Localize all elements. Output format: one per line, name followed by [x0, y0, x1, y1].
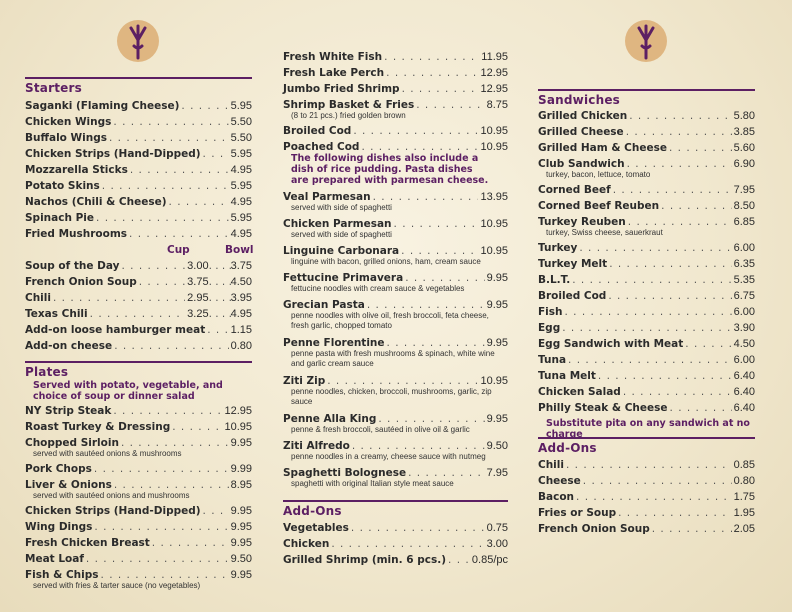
- item-desc: penne noodles with olive oil, fresh broccoli, feta cheese, fresh garlic, chopped tomato: [291, 311, 489, 330]
- menu-item: Meat Loaf . . . 9.50: [25, 553, 252, 565]
- menu-item: Roast Turkey & Dressing . . . 10.95: [25, 421, 252, 433]
- menu-item: Chicken Parmesan . . . 10.95: [283, 218, 508, 230]
- menu-item: Turkey . . . 6.00: [538, 242, 755, 254]
- addons-heading: Add-Ons: [538, 437, 755, 457]
- menu-item: Broiled Cod . . . 6.75: [538, 290, 755, 302]
- menu-item: Wing Dings . . . 9.95: [25, 521, 252, 533]
- menu-item: Liver & Onions . . . 8.95: [25, 479, 252, 491]
- menu-item: Pork Chops . . . 9.99: [25, 463, 252, 475]
- menu-item: Turkey Melt . . . 6.35: [538, 258, 755, 270]
- item-desc: served with side of spaghetti: [291, 230, 392, 239]
- menu-item: Fresh Chicken Breast . . . 9.95: [25, 537, 252, 549]
- menu-item: Grilled Chicken . . . 5.80: [538, 110, 755, 122]
- menu-item: Broiled Cod . . . 10.95: [283, 125, 508, 137]
- sandwiches-heading: Sandwiches: [538, 89, 755, 109]
- menu-item: Chicken . . . 3.00: [283, 538, 508, 550]
- menu-item: Spinach Pie . . . 5.95: [25, 212, 252, 224]
- menu-item: Spaghetti Bolognese . . . 7.95: [283, 467, 508, 479]
- menu-item: Fried Mushrooms . . . 4.95: [25, 228, 252, 240]
- item-desc: turkey, Swiss cheese, sauerkraut: [546, 228, 663, 237]
- menu-item: Vegetables . . . 0.75: [283, 522, 508, 534]
- item-desc: served with fries & tarter sauce (no vegetables): [33, 581, 201, 590]
- menu-item: Corned Beef Reuben . . . 8.50: [538, 200, 755, 212]
- menu-item: Chili . . . 0.85: [538, 459, 755, 471]
- menu-item: Penne Alla King . . . 9.95: [283, 413, 508, 425]
- menu-item: Grecian Pasta . . . 9.95: [283, 299, 508, 311]
- menu-item: Chicken Strips (Hand-Dipped) . . . 5.95: [25, 148, 252, 160]
- menu-item: Fish & Chips . . . 9.95: [25, 569, 252, 581]
- menu-item: Fettucine Primavera . . . 9.95: [283, 272, 508, 284]
- soup-row: Soup of the Day . . . 3.00 . . . 3.75: [25, 260, 252, 272]
- item-desc: penne pasta with fresh mushrooms & spinach, white wine and garlic cream sauce: [291, 349, 495, 368]
- item-desc: served with sautéed onions and mushrooms: [33, 491, 190, 500]
- fork-icon: [625, 20, 667, 62]
- menu-item: Chicken Strips (Hand-Dipped) . . . 9.95: [25, 505, 252, 517]
- soup-row: French Onion Soup . . . 3.75 . . . 4.50: [25, 276, 252, 288]
- menu-item: Egg Sandwich with Meat . . . 4.50: [538, 338, 755, 350]
- menu-item: Egg . . . 3.90: [538, 322, 755, 334]
- menu-item: French Onion Soup . . . 2.05: [538, 523, 755, 535]
- menu-item: Corned Beef . . . 7.95: [538, 184, 755, 196]
- item-desc: spaghetti with original Italian style meat sauce: [291, 479, 454, 488]
- menu-item: Grilled Cheese . . . 3.85: [538, 126, 755, 138]
- menu-item: Grilled Ham & Cheese . . . 5.60: [538, 142, 755, 154]
- plates-note: Served with potato, vegetable, and choice of soup or dinner salad: [33, 380, 223, 402]
- menu-item: Fish . . . 6.00: [538, 306, 755, 318]
- item-desc: penne noodles, chicken, broccoli, mushrooms, garlic, zip sauce: [291, 387, 492, 406]
- menu-item: Fresh White Fish . . . 11.95: [283, 51, 508, 63]
- menu-item: B.L.T. . . . 5.35: [538, 274, 755, 286]
- menu-item: Ziti Zip . . . 10.95: [283, 375, 508, 387]
- item-desc: penne noodles in a creamy, cheese sauce with nutmeg: [291, 452, 486, 461]
- item-desc: penne & fresh broccoli, sautéed in olive oil & garlic: [291, 425, 470, 434]
- soup-row: Chili . . . 2.95 . . . 3.95: [25, 292, 252, 304]
- menu-item: Philly Steak & Cheese . . . 6.40: [538, 402, 755, 414]
- menu-item: Saganki (Flaming Cheese) . . . 5.95: [25, 100, 252, 112]
- pita-note: Substitute pita on any sandwich at no charge: [546, 418, 750, 440]
- menu-item: Chicken Salad . . . 6.40: [538, 386, 755, 398]
- item-desc: fettucine noodles with cream sauce & vegetables: [291, 284, 465, 293]
- menu-item: Tuna Melt . . . 6.40: [538, 370, 755, 382]
- item-desc: served with sautéed onions & mushrooms: [33, 449, 182, 458]
- menu-item: Veal Parmesan . . . 13.95: [283, 191, 508, 203]
- cup-header: Cup: [167, 244, 190, 256]
- menu-item: Chicken Wings . . . 5.50: [25, 116, 252, 128]
- menu-item: Mozzarella Sticks . . . 4.95: [25, 164, 252, 176]
- soup-row: Texas Chili . . . 3.25 . . . 4.95: [25, 308, 252, 320]
- menu-item: NY Strip Steak . . . 12.95: [25, 405, 252, 417]
- menu-item: Penne Florentine . . . 9.95: [283, 337, 508, 349]
- menu-item: Turkey Reuben . . . 6.85: [538, 216, 755, 228]
- menu-item: Shrimp Basket & Fries . . . 8.75: [283, 99, 508, 111]
- item-desc: (8 to 21 pcs.) fried golden brown: [291, 111, 406, 120]
- menu-item: Tuna . . . 6.00: [538, 354, 755, 366]
- menu-item: Fresh Lake Perch . . . 12.95: [283, 67, 508, 79]
- rice-pudding-note: The following dishes also include a dish of rice pudding. Pasta dishes are prepared with parmesan cheese.: [291, 153, 489, 186]
- item-desc: turkey, bacon, lettuce, tomato: [546, 170, 651, 179]
- menu-item: Cheese . . . 0.80: [538, 475, 755, 487]
- menu-item: Buffalo Wings . . . 5.50: [25, 132, 252, 144]
- menu-item: Ziti Alfredo . . . 9.50: [283, 440, 508, 452]
- menu-item: Grilled Shrimp (min. 6 pcs.) . . . 0.85/pc: [283, 554, 508, 566]
- menu-item: Potato Skins . . . 5.95: [25, 180, 252, 192]
- menu-item: Club Sandwich . . . 6.90: [538, 158, 755, 170]
- menu-item: Fries or Soup . . . 1.95: [538, 507, 755, 519]
- item-desc: linguine with bacon, grilled onions, ham, cream sauce: [291, 257, 481, 266]
- addons-heading: Add-Ons: [283, 500, 508, 520]
- item-desc: served with side of spaghetti: [291, 203, 392, 212]
- menu-item: Jumbo Fried Shrimp . . . 12.95: [283, 83, 508, 95]
- fork-icon: [117, 20, 159, 62]
- menu-item: Linguine Carbonara . . . 10.95: [283, 245, 508, 257]
- starters-heading: Starters: [25, 77, 252, 97]
- bowl-header: Bowl: [225, 244, 254, 256]
- menu-item: Add-on cheese . . . 0.80: [25, 340, 252, 352]
- menu-item: Chopped Sirloin . . . 9.95: [25, 437, 252, 449]
- menu-item: Bacon . . . 1.75: [538, 491, 755, 503]
- plates-heading: Plates: [25, 361, 252, 381]
- menu-item: Add-on loose hamburger meat . . . 1.15: [25, 324, 252, 336]
- menu-item: Nachos (Chili & Cheese) . . . 4.95: [25, 196, 252, 208]
- menu-item: Poached Cod . . . 10.95: [283, 141, 508, 153]
